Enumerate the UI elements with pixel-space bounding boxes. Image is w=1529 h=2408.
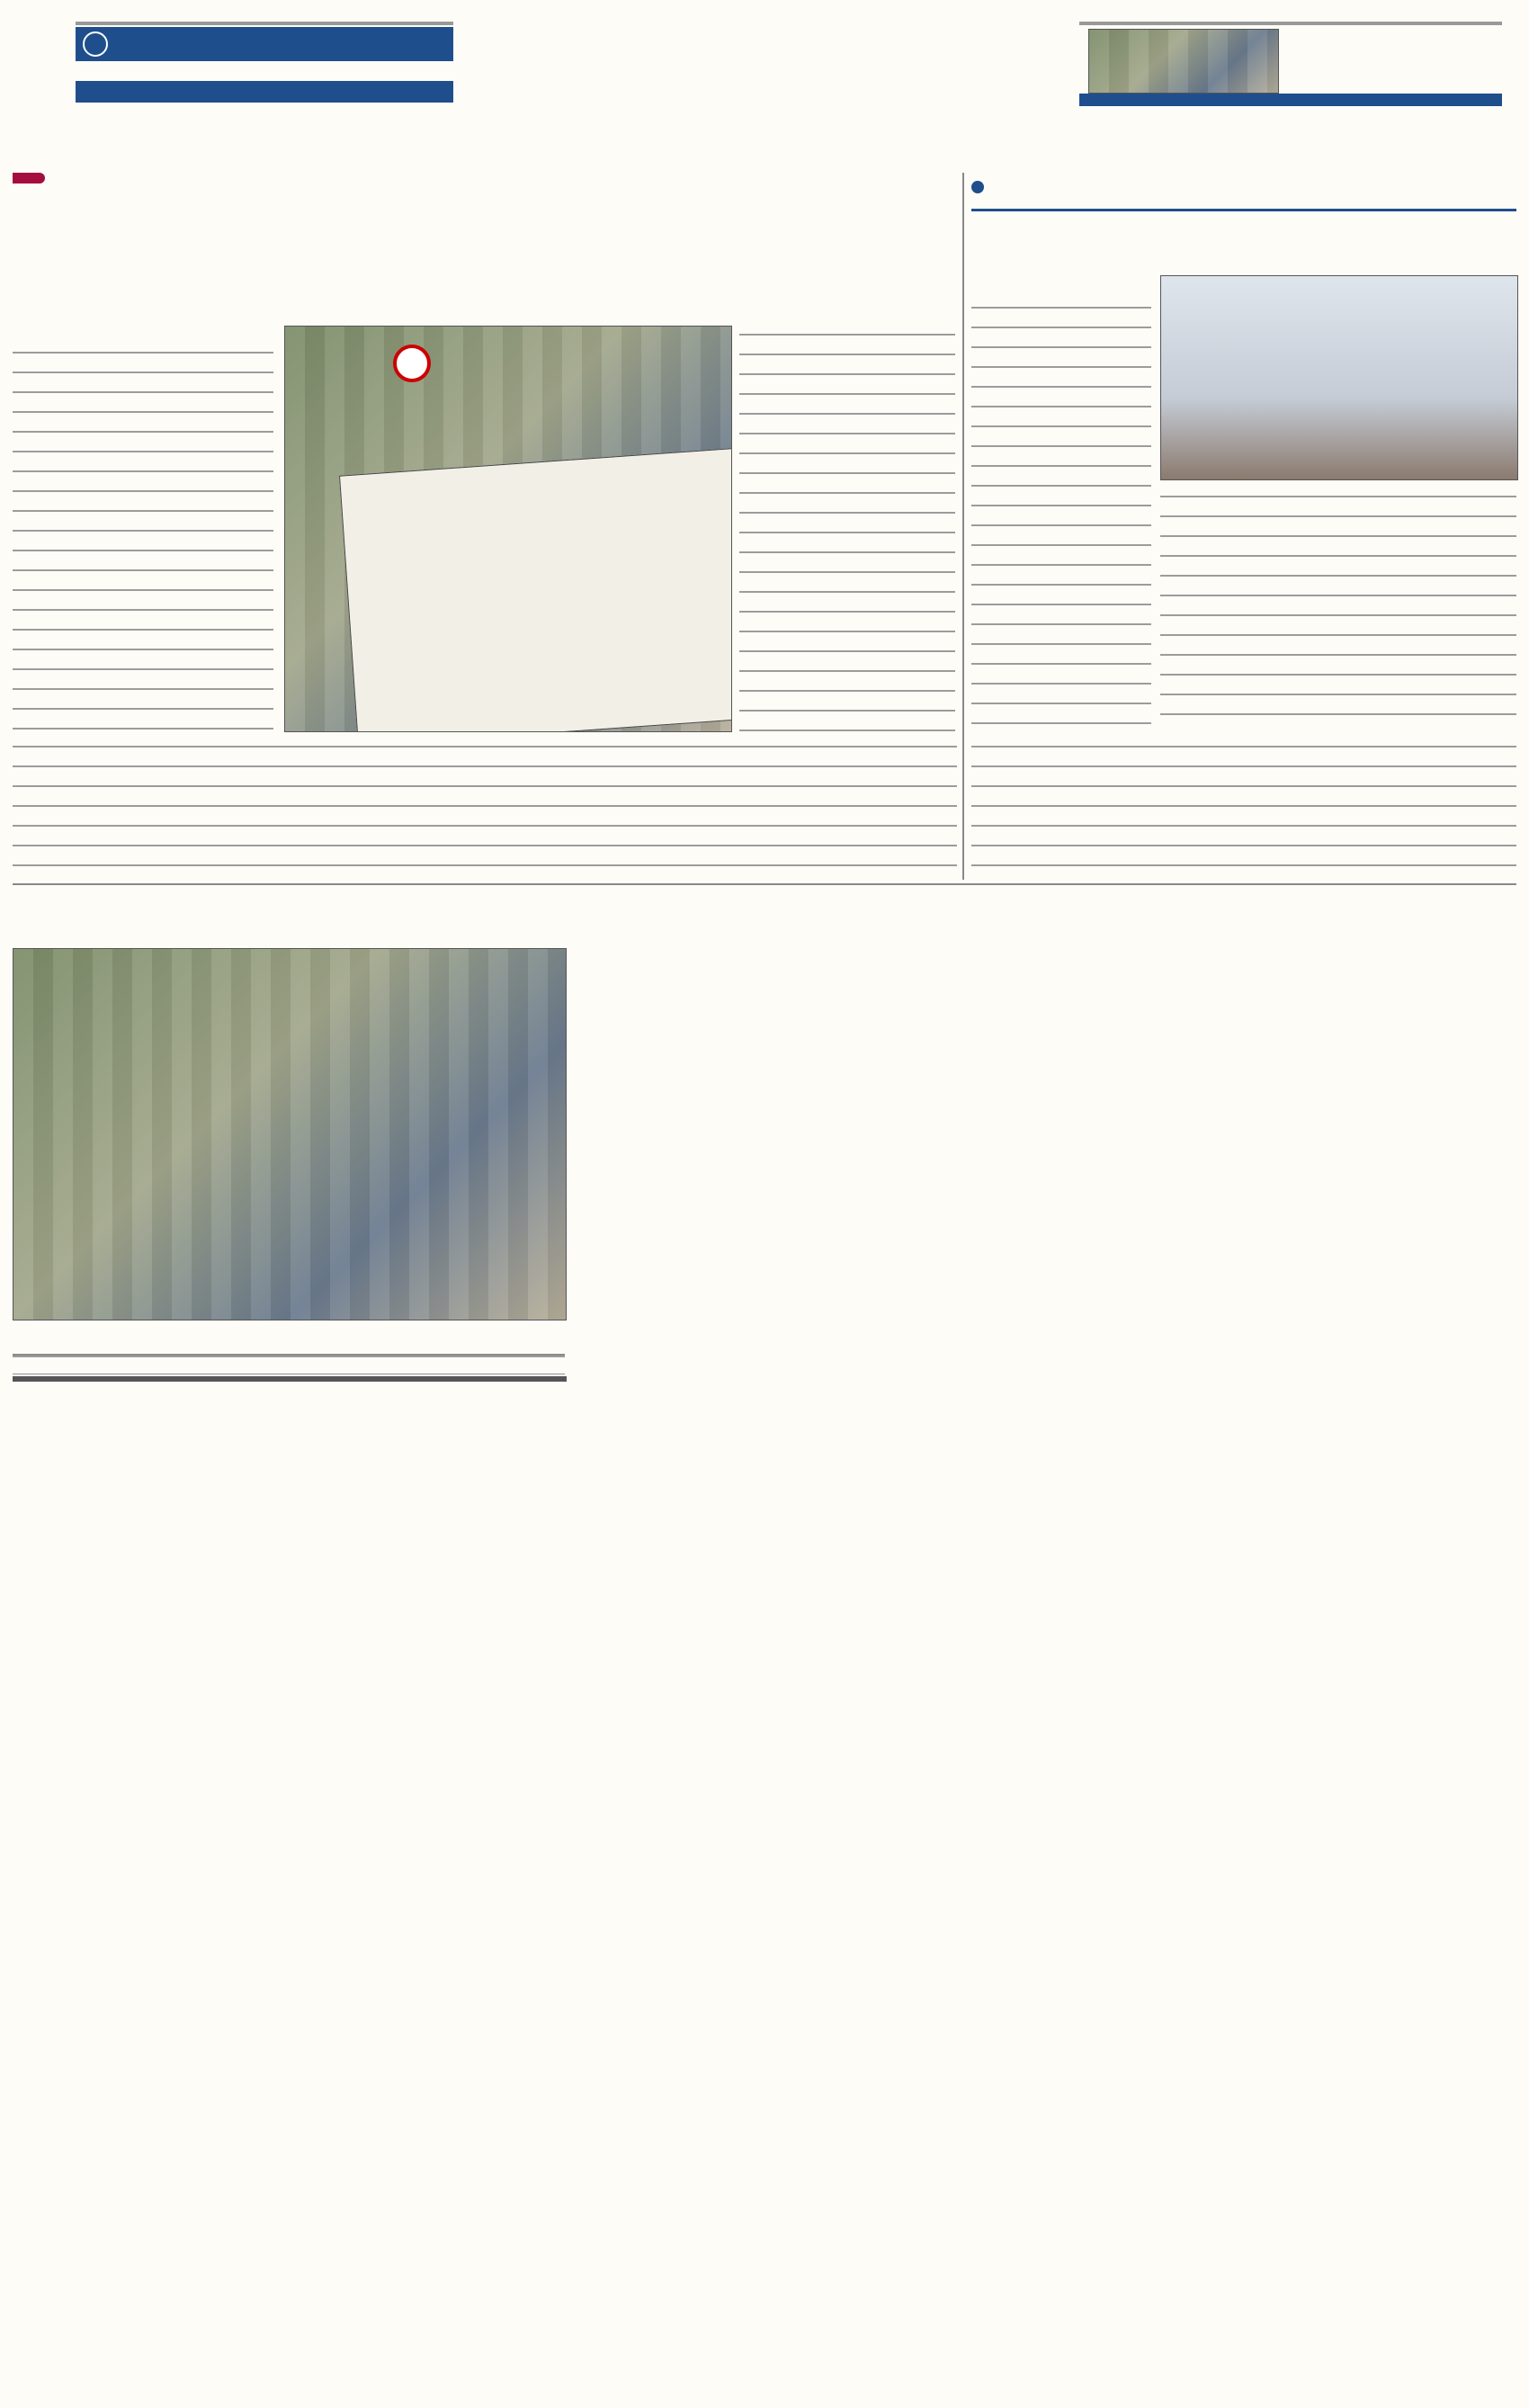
protest-banner (339, 448, 732, 732)
brand-bar (76, 27, 453, 61)
story2-kicker-rule (971, 209, 1516, 211)
anniversary-logo (13, 25, 67, 97)
top-rule-right (1079, 22, 1502, 25)
bullet-icon (971, 181, 984, 193)
speed-sign-icon (393, 345, 431, 382)
story1-photo (284, 326, 732, 732)
story2-text-col1 (971, 299, 1151, 730)
story3-report1-text-area (13, 1346, 565, 1373)
banner-line-2 (395, 469, 682, 488)
page-number-bar (1079, 94, 1502, 106)
top-rule-left (76, 22, 453, 25)
dateline-bar (76, 81, 453, 103)
story2-kicker (971, 173, 993, 200)
story2-text-bottom (971, 738, 1516, 873)
upper-divider (13, 883, 1516, 885)
story1-text-col2 (739, 326, 955, 736)
story3-photo1 (13, 948, 567, 1320)
masthead (0, 0, 1529, 106)
banner-line-3 (359, 466, 718, 491)
teaser-photo (1088, 29, 1279, 94)
story1-text-bottom (13, 738, 957, 873)
story1-text-col1 (13, 344, 273, 736)
story1-kicker (13, 173, 45, 184)
emblem-icon (83, 31, 108, 57)
story3-photo-b (13, 1380, 567, 1382)
top-column-divider (962, 173, 964, 880)
story3-layout (13, 1346, 565, 2398)
story2-photo (1160, 275, 1518, 480)
story2-text-col2 (1160, 488, 1516, 730)
story3-photo-bhapur-drawn (13, 1378, 567, 1380)
